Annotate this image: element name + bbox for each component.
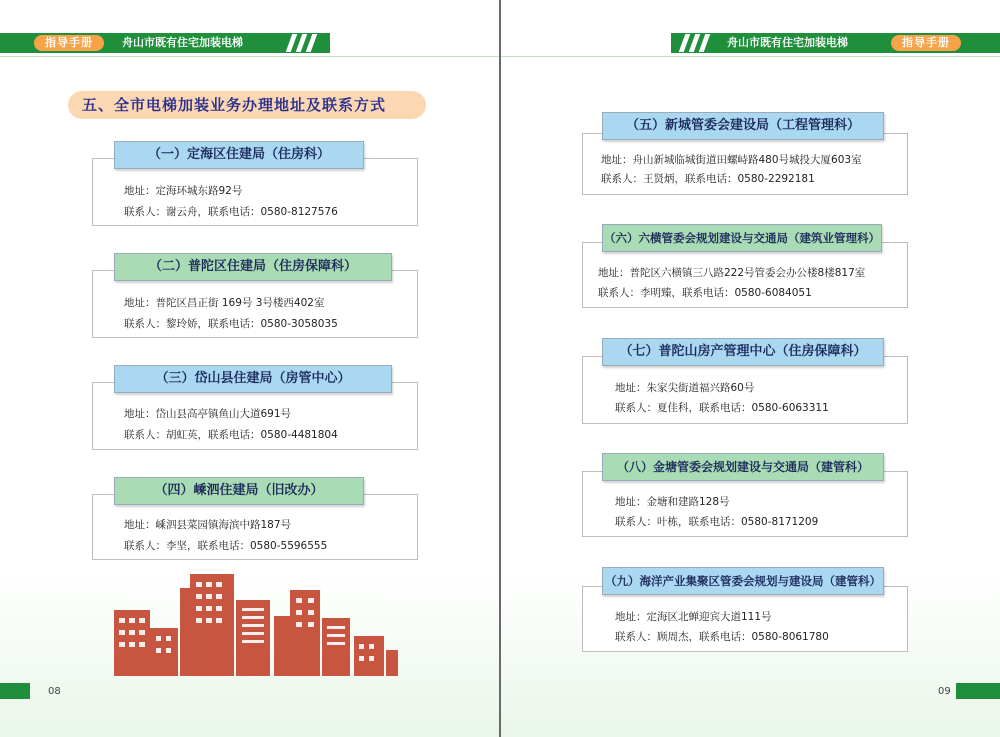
- card-contact: 联系人：顾周杰，联系电话：0580-8061780: [615, 631, 829, 643]
- card-address: 地址：朱家尖街道福兴路60号: [615, 382, 755, 394]
- left-page: [0, 0, 499, 737]
- card-contact: 联系人：王贤炳，联系电话：0580-2292181: [601, 173, 815, 185]
- card-contact: 联系人：李明臻，联系电话：0580-6084051: [598, 287, 812, 299]
- card-tab: （一）定海区住建局（住房科）: [114, 141, 364, 169]
- card-contact: 联系人：黎玲娇，联系电话：0580-3058035: [124, 318, 338, 330]
- right-page: [501, 0, 1000, 737]
- card-tab: （七）普陀山房产管理中心（住房保障科）: [602, 338, 884, 366]
- page-number: 08: [48, 686, 61, 697]
- header-underline: [0, 56, 499, 57]
- card-contact: 联系人：谢云舟，联系电话：0580-8127576: [124, 206, 338, 218]
- card-tab: （二）普陀区住建局（住房保障科）: [114, 253, 392, 281]
- card-contact: 联系人：李坚，联系电话：0580-5596555: [124, 540, 328, 552]
- footer-bar: [0, 683, 30, 699]
- header-title: 舟山市既有住宅加装电梯: [122, 36, 243, 49]
- card-tab: （三）岱山县住建局（房管中心）: [114, 365, 392, 393]
- card-address: 地址：嵊泗县菜园镇海滨中路187号: [124, 519, 292, 531]
- card-contact: 联系人：夏佳科，联系电话：0580-6063311: [615, 402, 829, 414]
- card-contact: 联系人：叶栋，联系电话：0580-8171209: [615, 516, 819, 528]
- card-address: 地址：舟山新城临城街道田螺峙路480号城投大厦603室: [601, 154, 862, 166]
- card-address: 地址：普陀区昌正街 169号 3号楼西402室: [124, 297, 325, 309]
- header-pill: 指导手册: [34, 35, 104, 51]
- card-address: 地址：定海区北蝉迎宾大道111号: [615, 611, 772, 623]
- header-underline: [501, 56, 1000, 57]
- page-number: 09: [938, 686, 951, 697]
- card-address: 地址：金塘和建路128号: [615, 496, 730, 508]
- header-pill: 指导手册: [891, 35, 961, 51]
- card-tab: （五）新城管委会建设局（工程管理科）: [602, 112, 884, 140]
- card-address: 地址：普陀区六横镇三八路222号管委会办公楼8楼817室: [598, 267, 866, 279]
- card-address: 地址：定海环城东路92号: [124, 185, 243, 197]
- card-contact: 联系人：胡虹英，联系电话：0580-4481804: [124, 429, 338, 441]
- section-title: 五、全市电梯加装业务办理地址及联系方式: [68, 91, 426, 119]
- card-tab: （九）海洋产业集聚区管委会规划与建设局（建管科）: [602, 567, 884, 595]
- card-tab: （四）嵊泗住建局（旧改办）: [114, 477, 364, 505]
- city-buildings-illustration: [110, 570, 400, 678]
- footer-bar: [956, 683, 1000, 699]
- header-title: 舟山市既有住宅加装电梯: [727, 36, 848, 49]
- card-tab: （八）金塘管委会规划建设与交通局（建管科）: [602, 453, 884, 481]
- card-address: 地址：岱山县高亭镇鱼山大道691号: [124, 408, 292, 420]
- card-tab: （六）六横管委会规划建设与交通局（建筑业管理科）: [602, 224, 882, 252]
